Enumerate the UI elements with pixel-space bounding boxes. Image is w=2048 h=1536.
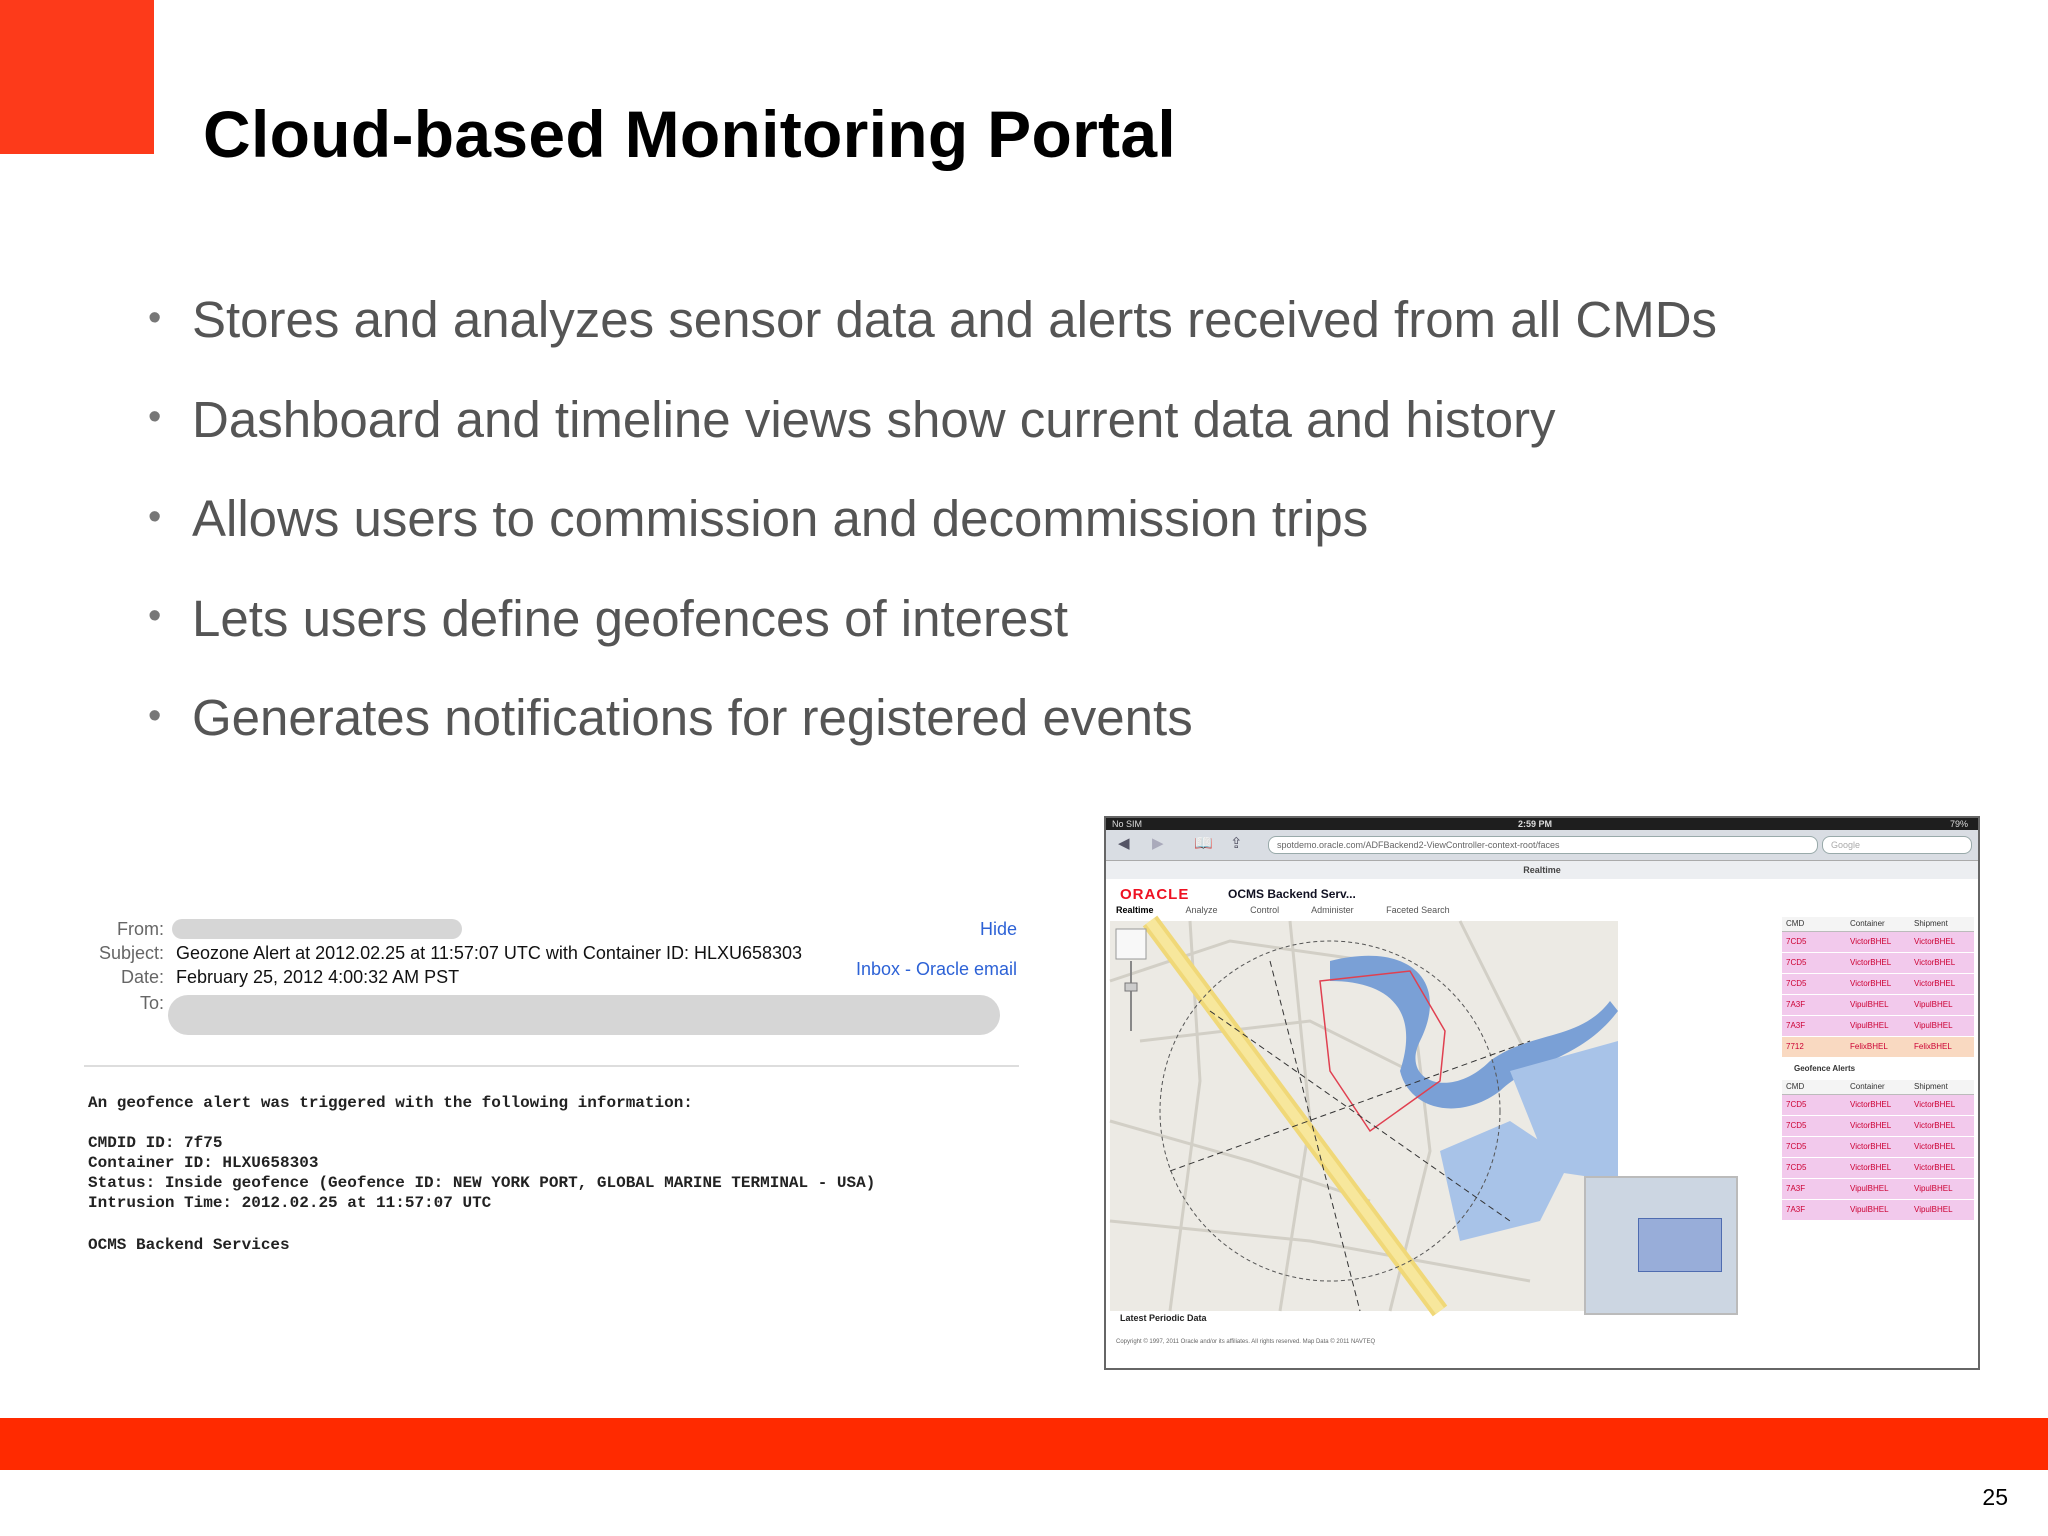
cell: 7A3F: [1786, 1021, 1806, 1030]
cell: VipulBHEL: [1914, 1205, 1953, 1214]
email-cmdid: CMDID ID: 7f75: [88, 1134, 223, 1152]
cell: VipulBHEL: [1914, 1000, 1953, 1009]
cell: 7CD5: [1786, 1100, 1807, 1109]
forward-icon[interactable]: ▶: [1152, 835, 1164, 852]
browser-toolbar: [1106, 830, 1978, 861]
bullet-item: [148, 471, 1717, 571]
table-row[interactable]: [1782, 995, 1974, 1016]
date-label: Date:: [120, 967, 164, 987]
app-name: OCMS Backend Serv...: [1228, 887, 1356, 901]
bullet-dot-icon: •: [148, 396, 162, 439]
email-container: Container ID: HLXU658303: [88, 1154, 319, 1172]
back-icon[interactable]: ◀: [1118, 835, 1130, 852]
bullet-dot-icon: •: [148, 296, 162, 339]
tab-realtime[interactable]: Realtime: [1116, 905, 1154, 915]
table-row[interactable]: [1782, 1158, 1974, 1179]
data-side-panel: [1782, 917, 1974, 1327]
tab-administer[interactable]: Administer: [1311, 905, 1354, 915]
cell: 7CD5: [1786, 1163, 1807, 1172]
cell: VictorBHEL: [1914, 958, 1956, 967]
cell: VipulBHEL: [1914, 1021, 1953, 1030]
bullet-dot-icon: •: [148, 694, 162, 737]
corner-brand-block: [0, 0, 154, 154]
cell: VictorBHEL: [1850, 958, 1892, 967]
cell: 7CD5: [1786, 1121, 1807, 1130]
subject-value: Geozone Alert at 2012.02.25 at 11:57:07 UTC with Container ID: HLXU658303: [176, 943, 803, 963]
table-row[interactable]: [1782, 1200, 1974, 1221]
carrier-label: No SIM: [1112, 819, 1143, 829]
date-value: February 25, 2012 4:00:32 AM PST: [176, 967, 460, 987]
bullet-item: [148, 571, 1717, 671]
email-signature: OCMS Backend Services: [88, 1236, 290, 1254]
col-shipment: Shipment: [1914, 1082, 1948, 1091]
table-row[interactable]: [1782, 1016, 1974, 1037]
subject-label: Subject:: [98, 943, 164, 963]
cell: VictorBHEL: [1914, 937, 1956, 946]
table-row[interactable]: [1782, 974, 1974, 995]
top-table-header: [1782, 917, 1974, 932]
cell: 7CD5: [1786, 979, 1807, 988]
slide-title: Cloud-based Monitoring Portal: [203, 97, 1176, 171]
table-row[interactable]: [1782, 1179, 1974, 1200]
oracle-logo: ORACLE: [1120, 886, 1190, 903]
clock-label: 2:59 PM: [1518, 819, 1553, 829]
bullet-item: [148, 670, 1717, 770]
table-row[interactable]: [1782, 932, 1974, 953]
email-divider: [84, 1065, 1019, 1067]
cell: 7CD5: [1786, 958, 1807, 967]
cell: FelixBHEL: [1914, 1042, 1952, 1051]
tab-analyze[interactable]: Analyze: [1185, 905, 1218, 915]
cell: 7CD5: [1786, 1142, 1807, 1151]
col-cmd: CMD: [1786, 919, 1805, 928]
from-label: From:: [117, 919, 164, 939]
bullet-item: [148, 372, 1717, 472]
cell: VipulBHEL: [1850, 1000, 1889, 1009]
to-label: To:: [139, 993, 164, 1013]
portal-screenshot: [1104, 816, 1980, 1370]
latest-periodic-data-label: Latest Periodic Data: [1120, 1313, 1207, 1323]
bullet-text: Lets users define geofences of interest: [192, 589, 1069, 647]
cell: 7CD5: [1786, 937, 1807, 946]
table-row[interactable]: [1782, 1116, 1974, 1137]
col-container: Container: [1850, 919, 1885, 928]
cell: VipulBHEL: [1850, 1021, 1889, 1030]
mini-map-viewport[interactable]: [1638, 1218, 1722, 1272]
overview-mini-map[interactable]: [1584, 1176, 1738, 1315]
bullet-dot-icon: •: [148, 595, 162, 638]
col-cmd: CMD: [1786, 1082, 1805, 1091]
map-graphic: [1110, 921, 1618, 1311]
cell: 7712: [1786, 1042, 1804, 1051]
cell: VictorBHEL: [1850, 937, 1892, 946]
cell: FelixBHEL: [1850, 1042, 1888, 1051]
cell: VictorBHEL: [1914, 1163, 1956, 1172]
browser-page-title: Realtime: [1106, 861, 1978, 879]
map-copyright: Copyright © 1997, 2011 Oracle and/or its affiliates. All rights reserved. Map Data © 2011 NAVTEQ: [1116, 1339, 1376, 1345]
table-row[interactable]: [1782, 1137, 1974, 1158]
cell: VictorBHEL: [1850, 1100, 1892, 1109]
table-row[interactable]: [1782, 1095, 1974, 1116]
col-shipment: Shipment: [1914, 919, 1948, 928]
email-intrusion-time: Intrusion Time: 2012.02.25 at 11:57:07 UTC: [88, 1194, 492, 1212]
cell: VictorBHEL: [1850, 1142, 1892, 1151]
cell: VipulBHEL: [1850, 1184, 1889, 1193]
bookmarks-icon[interactable]: 📖: [1194, 835, 1213, 852]
bullet-text: Generates notifications for registered events: [192, 689, 1193, 747]
cell: VictorBHEL: [1850, 1163, 1892, 1172]
email-alert-screenshot: [84, 905, 1024, 1405]
footer-bar: [0, 1418, 2048, 1470]
table-row[interactable]: [1782, 1037, 1974, 1058]
col-container: Container: [1850, 1082, 1885, 1091]
tab-control[interactable]: Control: [1250, 905, 1280, 915]
cell: VictorBHEL: [1850, 979, 1892, 988]
cell: 7A3F: [1786, 1205, 1806, 1214]
geofence-alerts-caption: Geofence Alerts: [1794, 1064, 1856, 1073]
inbox-link[interactable]: Inbox - Oracle email: [856, 959, 1018, 979]
bottom-table-header: [1782, 1080, 1974, 1095]
bullet-item: [148, 272, 1717, 372]
tab-faceted-search[interactable]: Faceted Search: [1386, 905, 1450, 915]
url-field[interactable]: spotdemo.oracle.com/ADFBackend2-ViewController-context-root/faces: [1268, 836, 1818, 854]
cell: VipulBHEL: [1914, 1184, 1953, 1193]
hide-link[interactable]: Hide: [980, 919, 1018, 939]
email-intro: An geofence alert was triggered with the following information:: [88, 1094, 693, 1112]
ipad-status-bar: [1106, 818, 1978, 830]
browser-search-field[interactable]: Google: [1822, 836, 1972, 854]
from-redacted: [172, 919, 462, 939]
table-row[interactable]: [1782, 953, 1974, 974]
cell: VipulBHEL: [1850, 1205, 1889, 1214]
bullet-list: [148, 272, 1717, 770]
bullet-text: Dashboard and timeline views show current data and history: [192, 390, 1556, 448]
cell: 7A3F: [1786, 1184, 1806, 1193]
portal-tabs: [1116, 905, 1480, 919]
email-status: Status: Inside geofence (Geofence ID: NEW YORK PORT, GLOBAL MARINE TERMINAL - USA): [88, 1174, 876, 1192]
bullet-text: Stores and analyzes sensor data and alerts received from all CMDs: [192, 291, 1718, 348]
cell: VictorBHEL: [1914, 979, 1956, 988]
share-icon[interactable]: ⇪: [1230, 835, 1243, 852]
bullet-dot-icon: •: [148, 495, 162, 538]
cell: VictorBHEL: [1914, 1142, 1956, 1151]
portal-app: [1106, 879, 1978, 1368]
battery-label: 79%: [1949, 819, 1968, 829]
page-number: 25: [1982, 1484, 2008, 1510]
cell: 7A3F: [1786, 1000, 1806, 1009]
cell: VictorBHEL: [1850, 1121, 1892, 1130]
bullet-text: Allows users to commission and decommission trips: [192, 490, 1369, 548]
cell: VictorBHEL: [1914, 1121, 1956, 1130]
cell: VictorBHEL: [1914, 1100, 1956, 1109]
to-redacted: [168, 995, 1000, 1035]
